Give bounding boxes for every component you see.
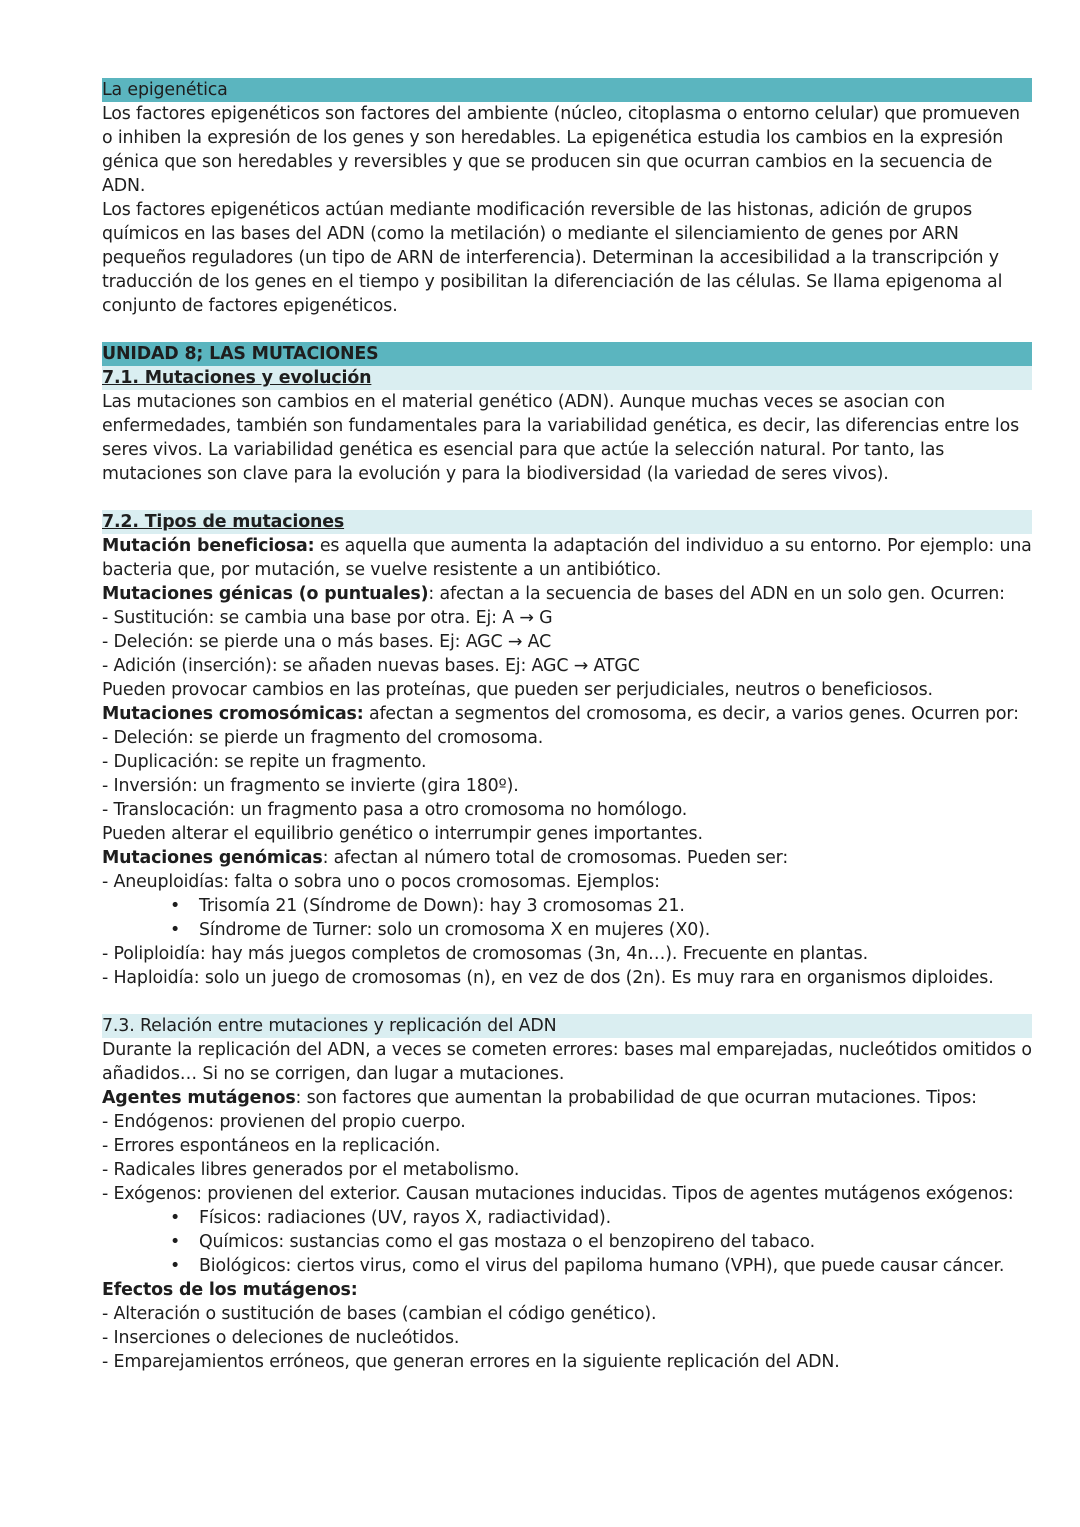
note: Pueden alterar el equilibrio genético o interrumpir genes importantes. [102, 824, 703, 844]
bullet-text: Químicos: sustancias como el gas mostaza o el benzopireno del tabaco. [199, 1232, 815, 1252]
bullet-text: Físicos: radiaciones (UV, rayos X, radiactividad). [199, 1208, 612, 1228]
list-item: - Haploidía: solo un juego de cromosomas (n), en vez de dos (2n). Es muy rara en organismos diploides. [102, 968, 994, 988]
bullet-item [170, 918, 1032, 942]
bullet-icon: • [170, 1232, 181, 1252]
list-item: - Alteración o sustitución de bases (cambian el código genético). [102, 1304, 657, 1324]
list-item: - Sustitución: se cambia una base por otra. Ej: A → G [102, 608, 553, 628]
definition-text: : afectan a la secuencia de bases del ADN en un solo gen. Ocurren: [428, 584, 1005, 604]
section-heading-7-2 [102, 510, 1032, 534]
paragraph: Los factores epigenéticos son factores del ambiente (núcleo, citoplasma o entorno celular) que promueven o inhiben la expresión de los genes y son heredables. La epigenética estudia los cambios en la expresión génica que son heredables y reversibles y que se producen sin que ocurran cambios en la secuencia de ADN. [102, 104, 1020, 196]
bullet-item [170, 1230, 1032, 1254]
term: Mutaciones génicas (o puntuales) [102, 584, 429, 604]
section-heading-7-3: 7.3. Relación entre mutaciones y replicación del ADN [102, 1014, 1032, 1038]
list-item: - Errores espontáneos en la replicación. [102, 1136, 441, 1156]
term: Mutación beneficiosa: [102, 536, 315, 556]
definition-cromosomicas [102, 702, 1032, 726]
section-heading-7-2-text: 7.2. Tipos de mutaciones [102, 512, 345, 532]
list-item: - Radicales libres generados por el metabolismo. [102, 1160, 520, 1180]
bullet-item [170, 894, 1032, 918]
bullet-icon: • [170, 1256, 181, 1276]
spacer [102, 486, 1032, 510]
bullet-text: Síndrome de Turner: solo un cromosoma X en mujeres (X0). [199, 920, 711, 940]
paragraph: Los factores epigenéticos actúan mediante modificación reversible de las histonas, adición de grupos químicos en las bases del ADN (como la metilación) o mediante el silenciamiento de genes por ARN pequeños reguladores (un tipo de ARN de interferencia). Determinan la accesibilidad a la transcripción y traducción de los genes en el tiempo y posibilitan la diferenciación de las células. Se llama epigenoma al conjunto de factores epigenéticos. [102, 200, 1003, 316]
bullet-item [170, 1206, 1032, 1230]
term: Mutaciones genómicas [102, 848, 323, 868]
list-item: - Emparejamientos erróneos, que generan errores en la siguiente replicación del ADN. [102, 1352, 840, 1372]
list-item: - Duplicación: se repite un fragmento. [102, 752, 427, 772]
spacer [102, 318, 1032, 342]
list-item: - Exógenos: provienen del exterior. Causan mutaciones inducidas. Tipos de agentes mutágenos exógenos: [102, 1184, 1014, 1204]
definition-agentes [102, 1086, 1032, 1110]
definition-text: : afectan al número total de cromosomas. Pueden ser: [322, 848, 789, 868]
section-heading-7-1 [102, 366, 1032, 390]
section-heading-7-1-text: 7.1. Mutaciones y evolución [102, 368, 372, 388]
paragraph: Durante la replicación del ADN, a veces se cometen errores: bases mal emparejadas, nucleótidos omitidos o añadidos… Si no se corrigen, dan lugar a mutaciones. [102, 1040, 1032, 1084]
list-item: - Endógenos: provienen del propio cuerpo. [102, 1112, 466, 1132]
list-item: - Adición (inserción): se añaden nuevas bases. Ej: AGC → ATGC [102, 656, 640, 676]
bullet-text: Biológicos: ciertos virus, como el virus del papiloma humano (VPH), que puede causar cáncer. [199, 1256, 1005, 1276]
list-item: - Deleción: se pierde una o más bases. Ej: AGC → AC [102, 632, 552, 652]
list-item: - Translocación: un fragmento pasa a otro cromosoma no homólogo. [102, 800, 688, 820]
bullet-icon: • [170, 920, 181, 940]
bullet-list-exogenos [102, 1206, 1032, 1278]
unit-title: UNIDAD 8; LAS MUTACIONES [102, 342, 1032, 366]
bullet-icon: • [170, 896, 181, 916]
list-item: - Aneuploidías: falta o sobra uno o pocos cromosomas. Ejemplos: [102, 872, 660, 892]
bullet-text: Trisomía 21 (Síndrome de Down): hay 3 cromosomas 21. [199, 896, 685, 916]
list-item: - Inserciones o deleciones de nucleótidos. [102, 1328, 460, 1348]
document-page [102, 78, 1032, 1374]
definition-text: : son factores que aumentan la probabilidad de que ocurran mutaciones. Tipos: [295, 1088, 977, 1108]
subheading-efectos: Efectos de los mutágenos: [102, 1280, 358, 1300]
bullet-item [170, 1254, 1032, 1278]
list-item: - Inversión: un fragmento se invierte (gira 180º). [102, 776, 519, 796]
term: Agentes mutágenos [102, 1088, 296, 1108]
term: Mutaciones cromosómicas: [102, 704, 364, 724]
bullet-icon: • [170, 1208, 181, 1228]
definition-genicas [102, 582, 1032, 606]
section-heading-epigenetica: La epigenética [102, 78, 1032, 102]
paragraph: Las mutaciones son cambios en el material genético (ADN). Aunque muchas veces se asocian con enfermedades, también son fundamentales para la variabilidad genética, es decir, las diferencias entre los seres vivos. La variabilidad genética es esencial para que actúe la selección natural. Por tanto, las mutaciones son clave para la evolución y para la biodiversidad (la variedad de seres vivos). [102, 392, 1019, 484]
list-item: - Deleción: se pierde un fragmento del cromosoma. [102, 728, 544, 748]
definition-text: afectan a segmentos del cromosoma, es decir, a varios genes. Ocurren por: [363, 704, 1019, 724]
note: Pueden provocar cambios en las proteínas, que pueden ser perjudiciales, neutros o beneficiosos. [102, 680, 933, 700]
definition-text: es aquella que aumenta la adaptación del individuo a su entorno. Por ejemplo: una bacteria que, por mutación, se vuelve resistente a un antibiótico. [102, 536, 1032, 580]
definition-beneficiosa [102, 534, 1032, 582]
bullet-list-aneuploidias [102, 894, 1032, 942]
definition-genomicas [102, 846, 1032, 870]
spacer [102, 990, 1032, 1014]
list-item: - Poliploidía: hay más juegos completos de cromosomas (3n, 4n…). Frecuente en plantas. [102, 944, 868, 964]
